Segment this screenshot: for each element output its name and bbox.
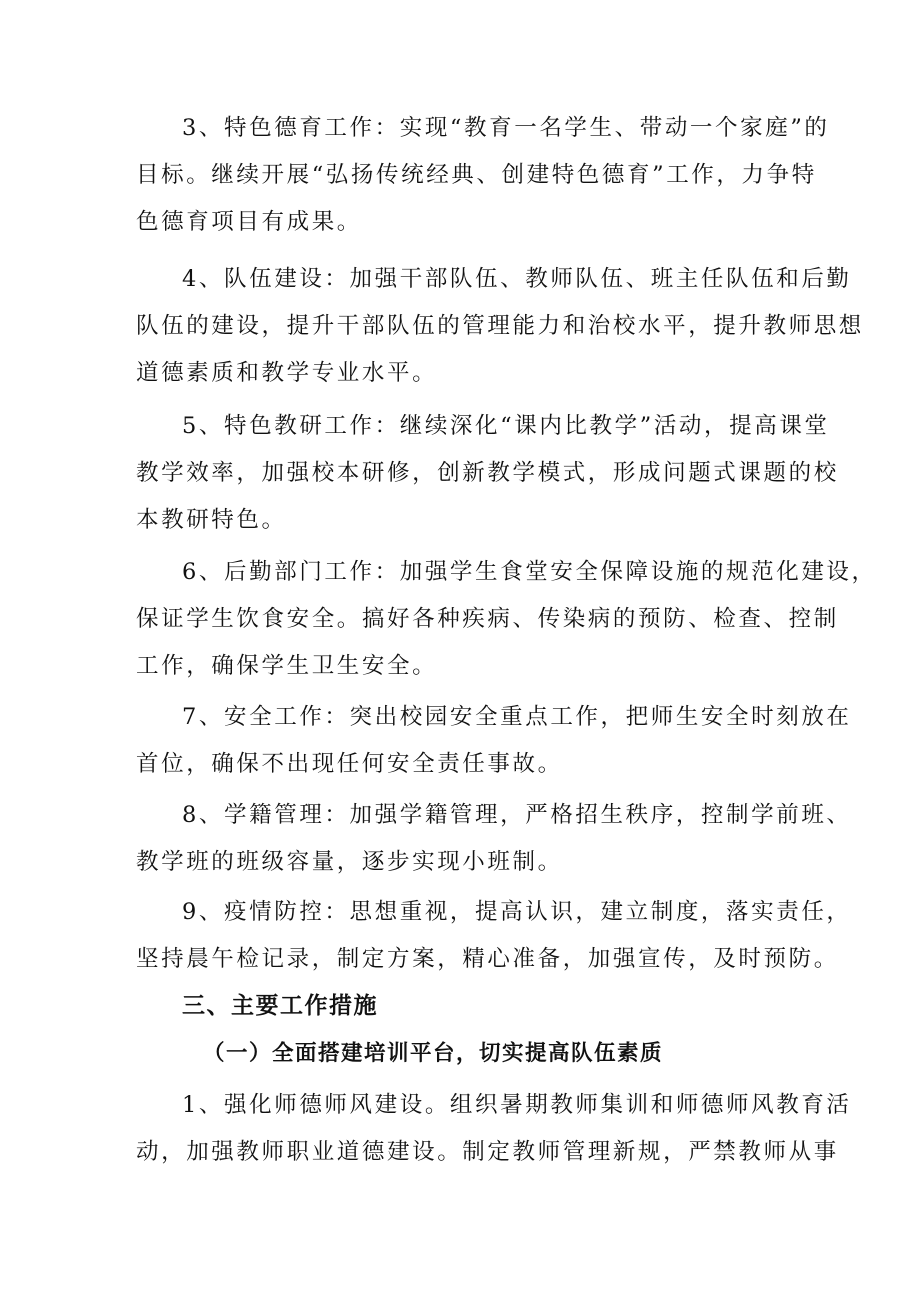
paragraph-logistics — [0, 549, 920, 690]
paragraph-team-building — [0, 256, 920, 397]
text-line: 4、队伍建设：加强干部队伍、教师队伍、班主任队伍和后勤 — [182, 266, 852, 292]
text-line: 1、强化师德师风建设。组织暑期教师集训和师德师风教育活 — [182, 1092, 852, 1118]
subsection-heading: （一）全面搭建培训平台，切实提高队伍素质 — [203, 1041, 664, 1066]
text-line: 教学班的班级容量，逐步实现小班制。 — [136, 849, 563, 875]
paragraph-enrollment — [0, 792, 920, 886]
paragraph-teaching-research — [0, 403, 920, 544]
paragraph-moral-education — [0, 105, 920, 246]
text-line: 9、疫情防控：思想重视，提高认识，建立制度，落实责任， — [182, 899, 852, 925]
paragraph-safety — [0, 694, 920, 788]
text-line: 6、后勤部门工作：加强学生食堂安全保障设施的规范化建设， — [182, 559, 877, 585]
text-line: 队伍的建设，提升干部队伍的管理能力和治校水平，提升教师思想 — [136, 313, 864, 339]
section-heading: 三、主要工作措施 — [182, 993, 378, 1019]
text-line: 坚持晨午检记录，制定方案，精心准备，加强宣传，及时预防。 — [136, 946, 839, 972]
text-line: 5、特色教研工作：继续深化“课内比教学”活动，提高课堂 — [182, 413, 830, 439]
text-line: 色德育项目有成果。 — [136, 209, 362, 235]
text-line: 本教研特色。 — [136, 507, 287, 533]
paragraph-epidemic-control — [0, 889, 920, 983]
text-line: 目标。继续开展“弘扬传统经典、创建特色德育”工作，力争特 — [136, 162, 817, 188]
text-line: 3、特色德育工作：实现“教育一名学生、带动一个家庭”的 — [182, 115, 830, 141]
text-line: 教学效率，加强校本研修，创新教学模式，形成问题式课题的校 — [136, 460, 839, 486]
text-line: 工作，确保学生卫生安全。 — [136, 653, 438, 679]
text-line: 8、学籍管理：加强学籍管理，严格招生秩序，控制学前班、 — [182, 802, 852, 828]
text-line: 首位，确保不出现任何安全责任事故。 — [136, 751, 563, 777]
text-line: 道德素质和教学专业水平。 — [136, 360, 438, 386]
paragraph-ethics — [0, 1082, 920, 1176]
text-line: 动，加强教师职业道德建设。制定教师管理新规，严禁教师从事 — [136, 1139, 839, 1165]
text-line: 保证学生饮食安全。搞好各种疾病、传染病的预防、检查、控制 — [136, 606, 839, 632]
text-line: 7、安全工作：突出校园安全重点工作，把师生安全时刻放在 — [182, 704, 852, 730]
